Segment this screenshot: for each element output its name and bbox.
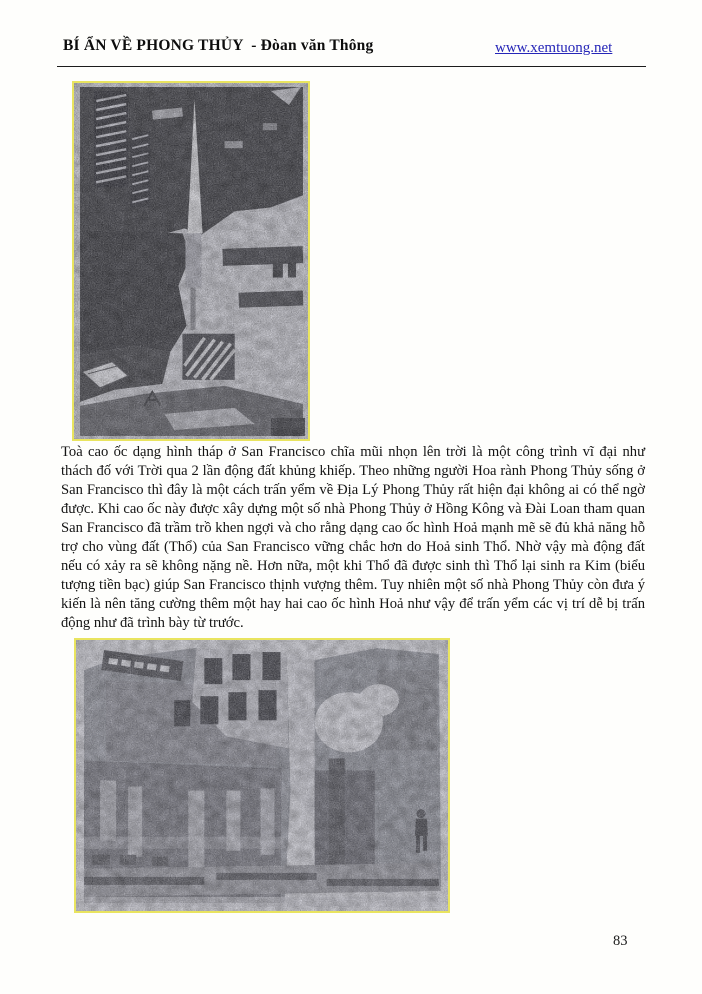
body-paragraph: Toà cao ốc dạng hình tháp ở San Francisco chĩa mũi nhọn lên trời là một công trình vĩ đại như thách đố với Trời qua 2 lần động đất khủng khiếp. Theo những người Hoa rành Phong Thủy sống ở San Francisco thì đây là một cách trấn yểm về Địa Lý Phong Thủy rất hiện đại không ai có thể ngờ được. Khi cao ốc này được xây dựng một số nhà Phong Thủy ở Hồng Kông và Đài Loan tham quan San Francisco đã trầm trồ khen ngợi và cho rằng dạng cao ốc hình Hoả mạnh mẽ sẽ đủ khả năng hỗ trợ cho vùng đất (Thổ) của San Francisco vững chắc hơn do Hoả sinh Thổ. Nhờ vậy mà động đất nếu có xảy ra sẽ không nặng nề. Hơn nữa, một khi Thổ đã được sinh thì Thổ lại sinh ra Kim (biểu tượng tiền bạc) giúp San Francisco thịnh vượng thêm. Tuy nhiên một số nhà Phong Thủy còn đưa ý kiến là nên tăng cường thêm một hay hai cao ốc hình Hoả như vậy để trấn yểm các vị trí dễ bị trấn động như đã trình bày từ trước.: [61, 444, 645, 631]
website-link[interactable]: www.xemtuong.net: [495, 40, 613, 56]
damage-photo-illustration: [76, 640, 448, 911]
earthquake-damage-photo: [74, 638, 450, 913]
book-title: BÍ ẨN VỀ PHONG THỦY - Đòan văn Thông: [63, 37, 374, 54]
page-number: 83: [613, 933, 628, 949]
header-divider: [57, 66, 646, 67]
tower-photo-illustration: [74, 83, 308, 439]
tower-photo: [72, 81, 310, 441]
